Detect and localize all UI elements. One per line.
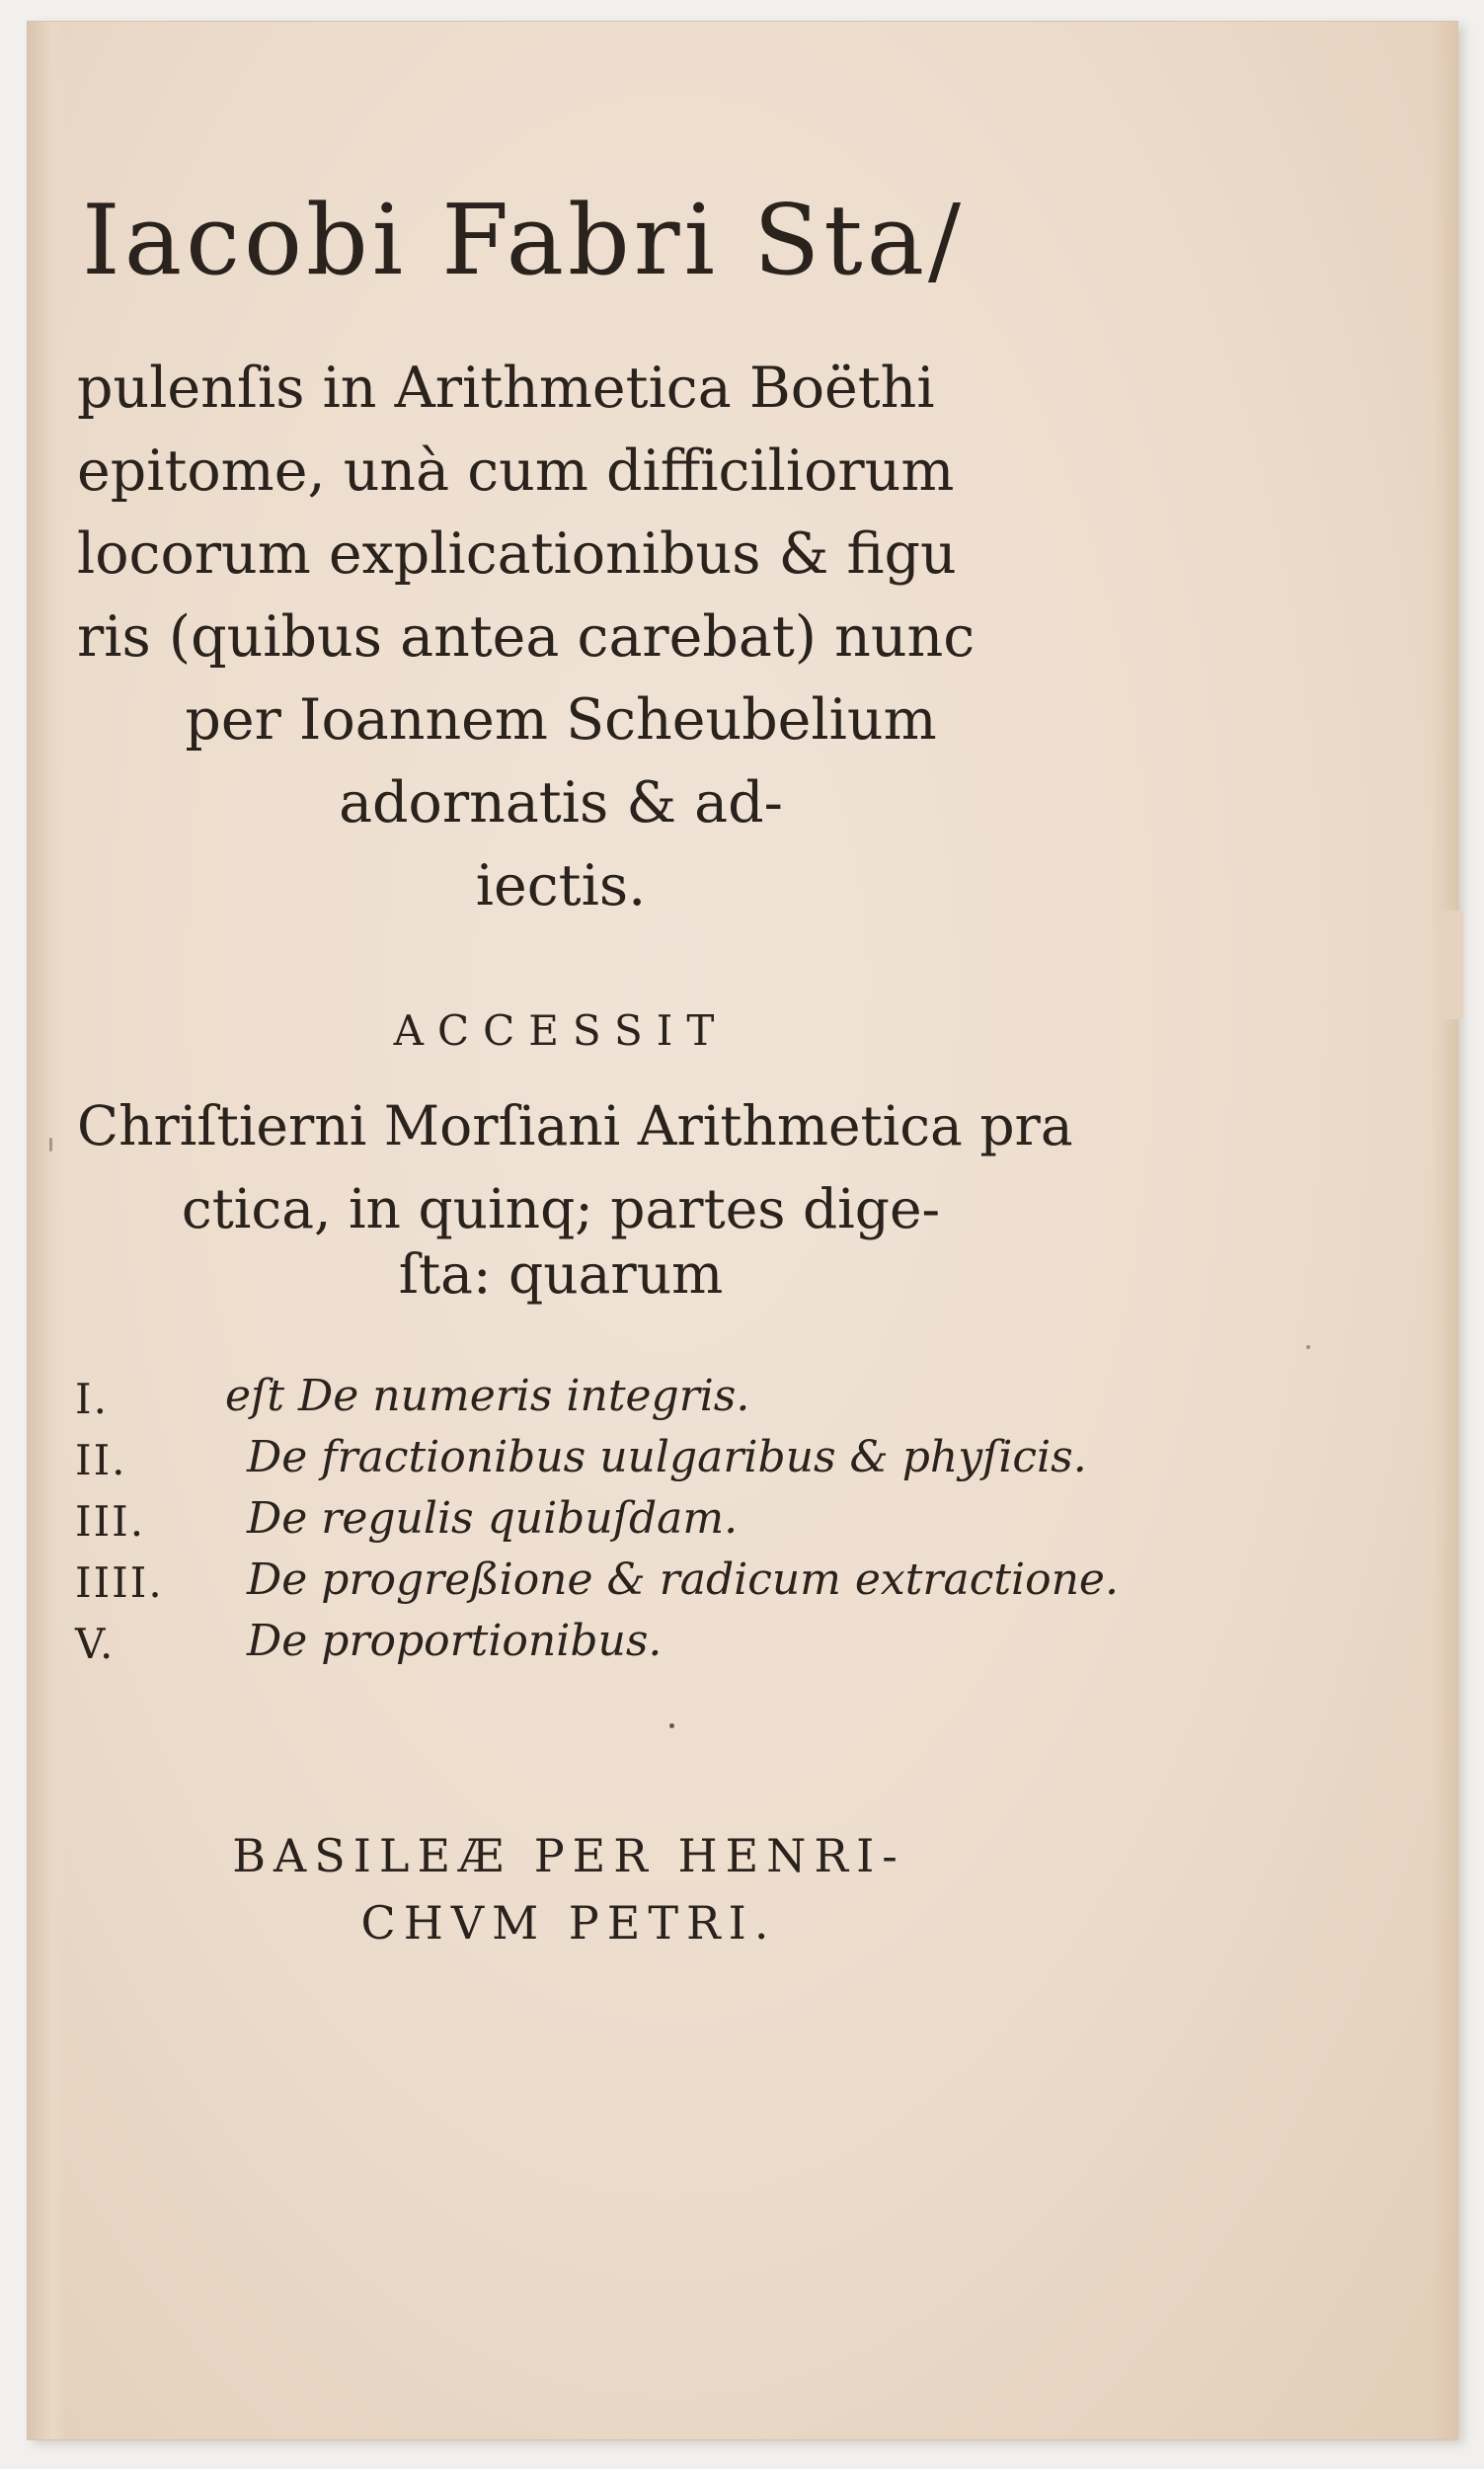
toc-entry: eſt De numeris integris. [225,1371,750,1421]
toc-number: I. [75,1375,109,1423]
toc-entry: De progreßione & radicum extractione. [247,1554,1119,1605]
accessit-line-3: ſta: quarum [398,1242,724,1306]
toc-entry: De regulis quibuſdam. [247,1493,739,1544]
imprint-line-2: CHVM PETRI. [360,1896,777,1950]
title-line-4: locorum explicationibus & figu [77,521,957,587]
accessit-line-2: ctica, in quinq; partes dige- [181,1177,941,1240]
title-line-6: per Ioannem Scheubelium [185,687,937,753]
ink-speck [1306,1345,1310,1349]
toc-number: III. [75,1497,146,1546]
title-line-7: adornatis & ad- [339,770,783,836]
title-page [28,22,1457,2439]
title-line-2: pulenſis in Arithmetica Boëthi [77,356,935,421]
imprint-line-1: BASILEÆ PER HENRI- [232,1829,905,1882]
accessit-line-1: Chriſtierni Morſiani Arithmetica pra [77,1094,1073,1157]
toc-entry: De proportionibus. [247,1616,663,1666]
title-line-3: epitome, unà cum difficiliorum [77,438,955,504]
title-line-1: Iacobi Fabri Sta/ [82,185,966,297]
ink-speck [669,1723,674,1728]
toc-number: IIII. [75,1558,164,1607]
title-line-5: ris (quibus antea carebat) nunc [77,604,976,670]
ink-speck [49,1138,52,1152]
toc-number: II. [75,1436,127,1484]
toc-entry: De fractionibus uulgaribus & phyſicis. [247,1432,1087,1482]
accessit-heading: ACCESSIT [393,1006,729,1055]
title-page-text [28,22,1457,2439]
title-line-8: iectis. [475,853,647,918]
toc-number: V. [75,1620,116,1668]
